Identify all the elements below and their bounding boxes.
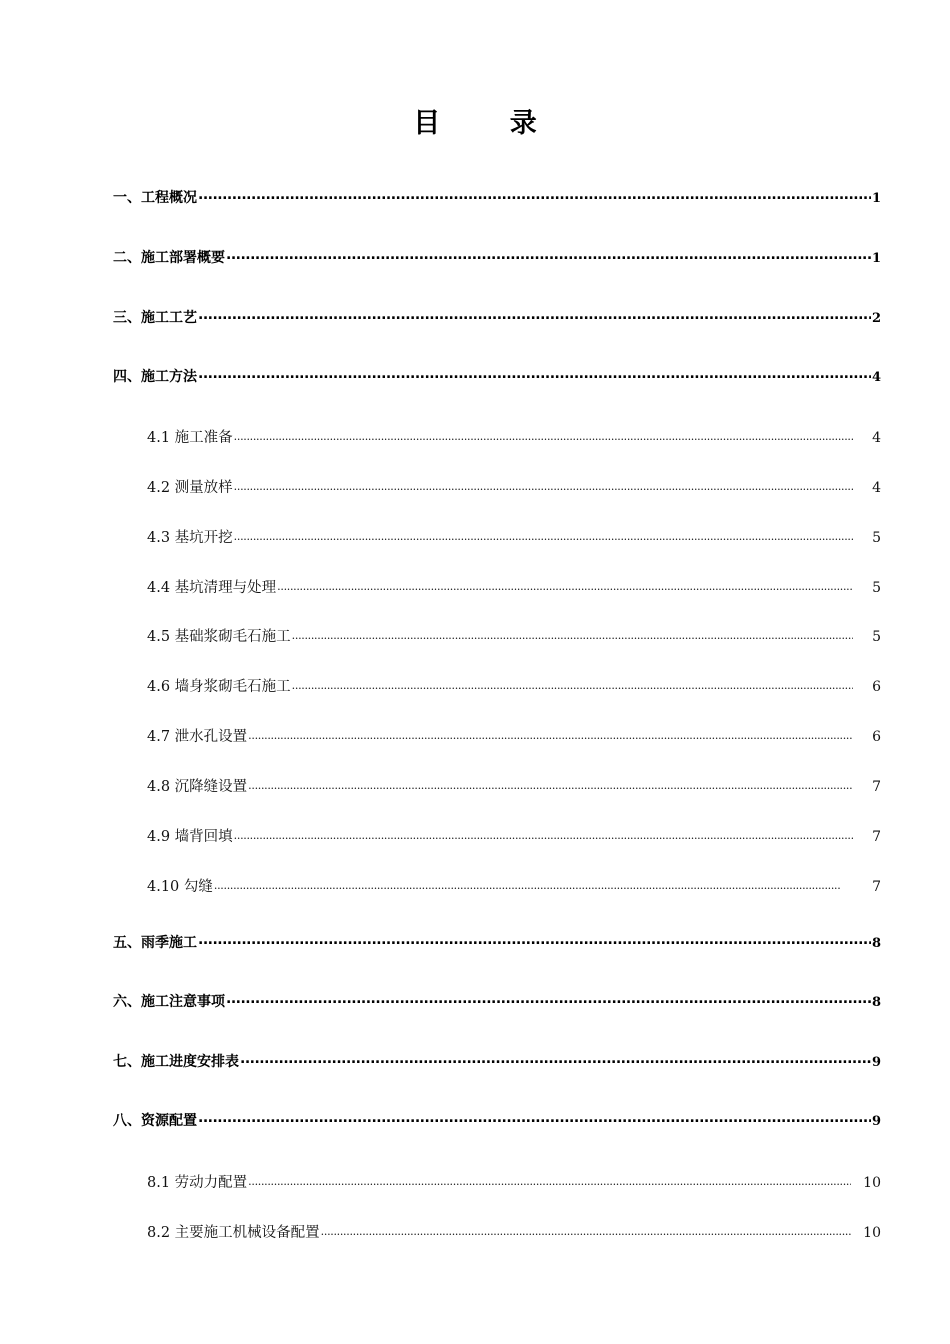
toc-entry-page: 8 [871,936,881,951]
toc-entry-page: 5 [872,580,881,596]
toc-entry-label: 4.1 施工准备 [147,430,233,446]
toc-entry-label: 4.8 沉降缝设置 [147,779,248,795]
toc-entry[interactable] [113,991,881,1011]
toc-entry[interactable] [147,825,881,847]
toc-entry-page: 4 [872,480,881,496]
toc-entry-label: 4.6 墙身浆砌毛石施工 [147,679,291,695]
toc-leader-dots [198,1111,871,1125]
toc-entry[interactable] [147,1171,881,1193]
toc-entry-label: 八、资源配置 [113,1113,197,1129]
toc-entry-label: 8.2 主要施工机械设备配置 [147,1225,320,1241]
toc-entry-page: 1 [871,251,881,266]
toc-entry[interactable] [113,247,881,267]
toc-entry-label: 二、施工部署概要 [113,250,225,266]
toc-entry-label: 4.4 基坑清理与处理 [147,580,277,596]
toc-entry-label: 4.2 测量放样 [147,480,233,496]
toc-entry-page: 6 [872,729,881,745]
toc-entry-page: 5 [872,629,881,645]
toc-entry-page: 9 [871,1055,881,1070]
toc-entry-page: 7 [872,879,881,895]
toc-entry-page: 7 [872,829,881,845]
toc-entry[interactable] [147,675,881,697]
toc-leader-dots [292,680,853,691]
toc-leader-dots [321,1226,852,1237]
toc-leader-dots [248,780,853,791]
toc-entry[interactable] [113,187,881,207]
toc-leader-dots [234,531,853,542]
toc-entry-page: 2 [871,311,881,326]
toc-entry[interactable] [113,1110,881,1130]
toc-entry-label: 4.10 勾缝 [147,879,213,895]
toc-leader-dots [277,581,853,592]
toc-leader-dots [292,630,853,641]
toc-leader-dots [198,367,871,381]
toc-leader-dots [198,308,871,322]
toc-entry-label: 4.5 基础浆砌毛石施工 [147,629,291,645]
toc-entry-page: 6 [872,679,881,695]
toc-leader-dots [234,830,853,841]
toc-leader-dots [248,730,853,741]
toc-entry[interactable] [147,775,881,797]
toc-entry-page: 7 [872,779,881,795]
toc-entry-page: 4 [871,370,881,385]
toc-leader-dots [234,481,853,492]
toc-entry-label: 六、施工注意事项 [113,994,225,1010]
toc-entry-label: 一、工程概况 [113,190,197,206]
toc-entry-label: 4.3 基坑开挖 [147,530,233,546]
toc-entry-label: 4.7 泄水孔设置 [147,729,248,745]
toc-entry[interactable] [113,932,881,952]
toc-entry-label: 4.9 墙背回填 [147,829,233,845]
toc-entry[interactable] [147,576,881,598]
toc-entry-label: 三、施工工艺 [113,310,197,326]
toc-leader-dots [248,1176,851,1187]
toc-entry[interactable] [113,1051,881,1071]
toc-leader-dots [198,933,871,947]
toc-entry-label: 四、施工方法 [113,369,197,385]
toc-entry-page: 1 [871,191,881,206]
toc-leader-dots [226,248,871,262]
toc-entry[interactable] [147,476,881,498]
toc-leader-dots [226,992,871,1006]
toc-title: 目 录 [413,108,567,139]
toc-entry-label: 五、雨季施工 [113,935,197,951]
toc-entry-label: 8.1 劳动力配置 [147,1175,248,1191]
toc-entry-page: 10 [863,1225,881,1241]
toc-entry[interactable] [147,526,881,548]
toc-entry[interactable] [113,307,881,327]
toc-entry[interactable] [147,1221,881,1243]
toc-leader-dots [214,880,841,891]
toc-entry-label: 七、施工进度安排表 [113,1054,239,1070]
toc-leader-dots [198,188,871,202]
toc-leader-dots [240,1052,871,1066]
toc-entry[interactable] [147,625,881,647]
toc-entry-page: 5 [872,530,881,546]
toc-entry[interactable] [147,426,881,448]
toc-entry[interactable] [147,875,881,897]
toc-entry-page: 8 [871,995,881,1010]
toc-entry[interactable] [147,725,881,747]
toc-entry-page: 4 [872,430,881,446]
toc-leader-dots [234,431,853,442]
toc-entry[interactable] [113,366,881,386]
toc-entry-page: 9 [871,1114,881,1129]
toc-entry-page: 10 [863,1175,881,1191]
